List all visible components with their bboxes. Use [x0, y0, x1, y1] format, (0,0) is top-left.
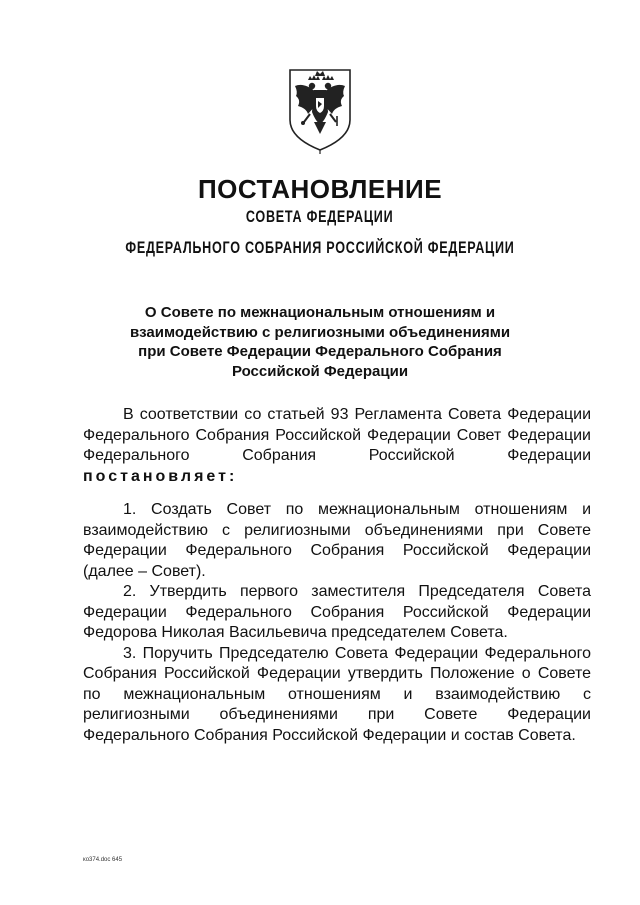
preamble-line: Федерального Собрания Российской Федерации Совет Федерации: [83, 426, 591, 444]
preamble-line: Федерального Собрания Российской Федерации: [83, 447, 591, 464]
subject-line: Российской Федерации: [231, 362, 409, 380]
item-3-line: религиозными объединениями при Совете Федерации: [83, 706, 591, 723]
subject-line: при Совете Федерации Федерального Собрания: [138, 343, 502, 360]
resolution-items: [83, 500, 591, 746]
item-3-line: Собрания Российской Федерации утвердить Положение о Совете: [83, 665, 591, 682]
item-3-line: по межнациональным отношениям и взаимодействию с: [83, 685, 591, 703]
item-1-line: взаимодействию с религиозными объединениями при Совете: [83, 521, 591, 539]
document-subtitle-line-1: СОВЕТА ФЕДЕРАЦИИ: [246, 207, 394, 226]
item-3-line: 3. Поручить Председателю Совета Федерации Федерального: [123, 644, 591, 662]
item-2-line: 2. Утвердить первого заместителя Председателя Совета: [123, 583, 591, 600]
subject-line: взаимодействию с религиозными объединениями: [129, 323, 511, 341]
item-1-line: 1. Создать Совет по межнациональным отношениям и: [123, 501, 591, 518]
document-subject: [100, 303, 540, 381]
item-2-line: Федорова Николая Васильевича председателем Совета.: [83, 624, 508, 641]
subject-line: О Совете по межнациональным отношениям и: [144, 304, 496, 321]
document-title: ПОСТАНОВЛЕНИЕ: [197, 174, 443, 204]
preamble-line: В соответствии со статьей 93 Регламента Совета Федерации: [123, 406, 591, 423]
item-2-line: Федерации Федерального Собрания Российской Федерации: [83, 603, 591, 621]
preamble-paragraph: [83, 405, 591, 487]
footer-document-code: ко374.doc 645: [83, 857, 123, 863]
resolves-word: постановляет:: [83, 467, 238, 485]
document-subtitle-line-2: ФЕДЕРАЛЬНОГО СОБРАНИЯ РОССИЙСКОЙ ФЕДЕРАЦИИ: [125, 238, 515, 257]
item-1-line: (далее – Совет).: [83, 562, 206, 580]
item-1-line: Федерации Федерального Собрания Российской Федерации: [83, 542, 591, 559]
russian-coat-of-arms-icon: [286, 66, 354, 154]
item-3-line: Федерального Собрания Российской Федерации и состав Совета.: [83, 726, 576, 744]
